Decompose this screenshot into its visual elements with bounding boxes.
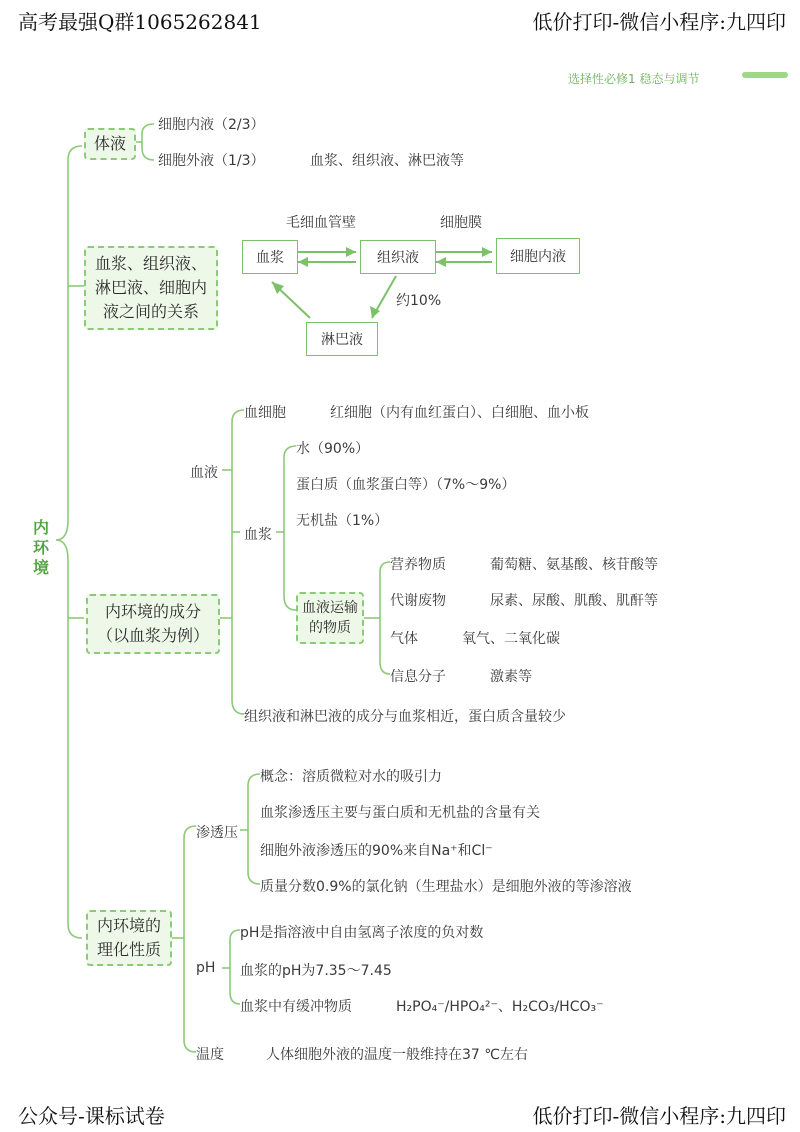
header-right-text: 低价打印-微信小程序:九四印: [532, 10, 786, 34]
header-left-text: 高考最强Q群1065262841: [18, 10, 262, 34]
ph-label: pH: [196, 960, 216, 976]
footer-left-text: 公众号-课标试卷: [18, 1104, 165, 1128]
osmotic-item-0: 概念：溶质微粒对水的吸引力: [260, 769, 442, 785]
lymph-node: [306, 322, 378, 356]
physchem-title: 内环境的理化性质: [96, 916, 161, 959]
water-label: 水（90%）: [296, 441, 370, 457]
relation-box: [84, 246, 218, 330]
intracellular-node-label: 细胞内液: [510, 249, 566, 265]
ph-item-0: pH是指溶液中自由氢离子浓度的负对数: [240, 925, 484, 941]
about-ten-percent-label: 约10%: [396, 293, 442, 309]
footer-right-text: 低价打印-微信小程序:九四印: [532, 1104, 786, 1128]
tissue-fluid-node: [360, 240, 436, 274]
salt-label: 无机盐（1%）: [296, 513, 389, 529]
buffer-pairs: H₂PO₄⁻/HPO₄²⁻、H₂CO₃/HCO₃⁻: [396, 999, 604, 1015]
osmotic-item-2: 细胞外液渗透压的90%来自Na⁺和Cl⁻: [260, 843, 493, 859]
plasma-node: [242, 240, 298, 274]
transported-detail-2: 氧气、二氧化碳: [462, 631, 560, 647]
ph-item-1: 血浆的pH为7.35～7.45: [240, 963, 392, 979]
plasma-label: 血浆: [244, 527, 272, 543]
extracellular-fluid-label: 细胞外液（1/3）: [158, 153, 265, 169]
intracellular-node: [496, 238, 580, 274]
transported-box: [296, 592, 364, 644]
body-fluid-box: [84, 128, 136, 160]
capillary-wall-label: 毛细血管壁: [286, 215, 356, 231]
transported-label-1: 代谢废物: [390, 593, 446, 609]
transported-title: 血液运输的物质: [302, 600, 358, 636]
intracellular-fluid-label: 细胞内液（2/3）: [158, 117, 265, 133]
physchem-box: [86, 910, 172, 966]
plasma-node-label: 血浆: [256, 250, 284, 266]
transported-label-0: 营养物质: [390, 557, 446, 573]
transported-label-2: 气体: [390, 631, 418, 647]
composition-note: 组织液和淋巴液的成分与血浆相近，蛋白质含量较少: [244, 709, 566, 725]
ph-item-2: 血浆中有缓冲物质: [240, 999, 352, 1015]
osmotic-item-1: 血浆渗透压主要与蛋白质和无机盐的含量有关: [260, 805, 540, 821]
blood-label: 血液: [190, 465, 218, 481]
composition-box: [86, 594, 220, 654]
body-fluid-title: 体液: [93, 134, 126, 153]
tissue-fluid-node-label: 组织液: [377, 250, 419, 266]
protein-label: 蛋白质（血浆蛋白等）（7%～9%）: [296, 477, 516, 493]
extracellular-fluid-detail: 血浆、组织液、淋巴液等: [310, 153, 464, 169]
temperature-detail: 人体细胞外液的温度一般维持在37 ℃左右: [266, 1047, 528, 1063]
osmotic-label: 渗透压: [196, 825, 238, 841]
chapter-label: 选择性必修1 稳态与调节: [568, 72, 700, 86]
transported-detail-1: 尿素、尿酸、肌酸、肌酐等: [490, 593, 658, 609]
root-label: 内环境: [32, 518, 49, 577]
cell-membrane-label: 细胞膜: [440, 215, 482, 231]
temperature-label: 温度: [196, 1047, 224, 1063]
lymph-node-label: 淋巴液: [321, 332, 363, 348]
osmotic-item-3: 质量分数0.9%的氯化钠（生理盐水）是细胞外液的等渗溶液: [260, 879, 632, 895]
composition-title: 内环境的成分（以血浆为例）: [96, 602, 209, 645]
relation-title: 血浆、组织液、淋巴液、细胞内液之间的关系: [94, 254, 207, 321]
transported-detail-0: 葡萄糖、氨基酸、核苷酸等: [490, 557, 658, 573]
transported-label-3: 信息分子: [390, 669, 446, 685]
blood-cells-label: 血细胞: [244, 405, 286, 421]
blood-cells-detail: 红细胞（内有血红蛋白）、白细胞、血小板: [330, 405, 589, 421]
transported-detail-3: 激素等: [490, 669, 532, 685]
